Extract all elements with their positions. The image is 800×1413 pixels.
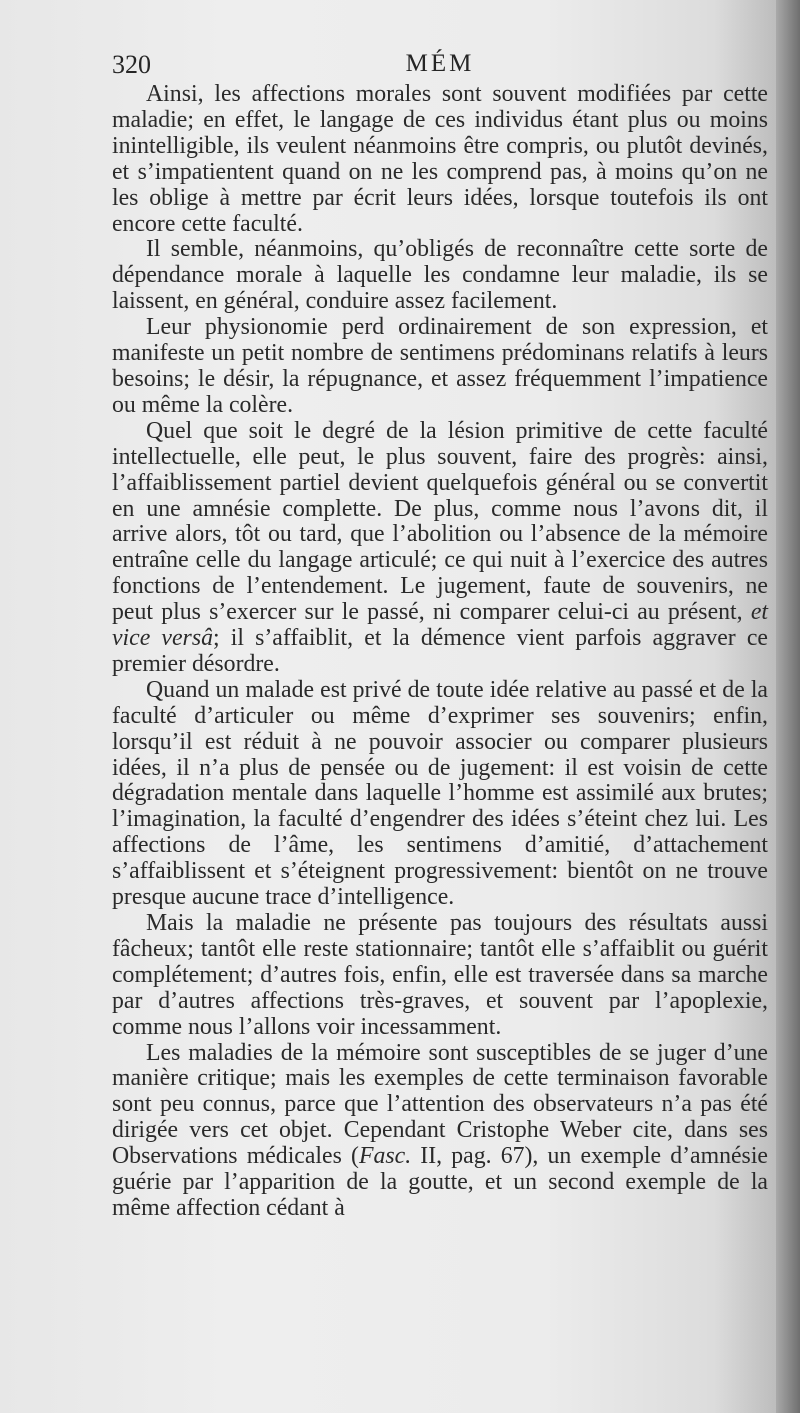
paragraph-2: Il semble, néanmoins, qu’obligés de reconnaître cette sorte de dépendance morale à laquelle les condamne leur maladie, ils se laissent, en général, conduire assez facilement. — [112, 236, 768, 315]
paragraph-4-text-b: ; il s’affaiblit, et la démence vient parfois aggraver ce premier désordre. — [112, 625, 768, 677]
paragraph-3: Leur physionomie perd ordinairement de son expression, et manifeste un petit nombre de sentimens prédominans relatifs à leurs besoins; le désir, la répugnance, et assez fréquemment l’impatience ou même la colère. — [112, 314, 768, 418]
body-text — [112, 82, 768, 1222]
paragraph-7-italic: Fasc. — [358, 1143, 412, 1170]
page-header — [112, 50, 768, 82]
paragraph-4 — [112, 419, 768, 678]
paragraph-5: Quand un malade est privé de toute idée relative au passé et de la faculté d’articuler ou même d’exprimer ses souvenirs; enfin, lorsqu’il est réduit à ne pouvoir associer ou comparer plusieurs idées, il n’a plus de pensée ou de jugement: il est voisin de cette dégradation mentale dans laquelle l’homme est assimilé aux brutes; l’imagination, la faculté d’engendrer des idées s’éteint chez lui. Les affections de l’âme, les sentimens d’amitié, d’attachement s’affaiblissent et s’éteignent progressivement: bientôt on ne trouve presque aucune trace d’intelligence. — [112, 676, 768, 911]
paragraph-7-text-a: Les maladies de la mémoire sont susceptibles de se juger d’une manière critique; mais les exemples de cette terminaison favorable sont peu connus, parce que l’attention des observateurs n’a pas été dirigée vers cet objet. Cependant Cristophe Weber cite, dans ses Observations médicales ( — [112, 1039, 768, 1170]
paragraph-7 — [112, 1041, 768, 1222]
paragraph-6: Mais la maladie ne présente pas toujours des résultats aussi fâcheux; tantôt elle reste stationnaire; tantôt elle s’affaiblit ou guérit complétement; d’autres fois, enfin, elle est traversée dans sa marche par d’autres affections très-graves, et souvent par l’apoplexie, comme nous l’allons voir incessamment. — [112, 910, 768, 1040]
paragraph-7-text-b: II, pag. 67), un exemple d’amnésie guérie par l’apparition de la goutte, et un second exemple de la même affection cédant à — [112, 1143, 768, 1221]
paragraph-4-text-a: Quel que soit le degré de la lésion primitive de cette faculté intellectuelle, elle peut, le plus souvent, faire des progrès: ainsi, l’affaiblissement partiel devient quelquefois général ou se convertit en une amnésie complette. De plus, comme nous l’avons dit, il arrive alors, tôt ou tard, que l’abolition ou l’absence de la mémoire entraîne celle du langage articulé; ce qui nuit à l’exercice des autres fonctions de l’entendement. Le jugement, faute de souvenirs, ne peut plus s’exercer sur le passé, ni comparer celui-ci au présent, — [112, 417, 768, 626]
page-number: 320 — [112, 50, 151, 79]
binding-gutter — [776, 0, 800, 1413]
paragraph-1: Ainsi, les affections morales sont souvent modifiées par cette maladie; en effet, le langage de ces individus étant plus ou moins inintelligible, ils veulent néanmoins être compris, ou plutôt devinés, et s’impatientent quand on ne les comprend pas, à moins qu’on ne les oblige à mettre par écrit leurs idées, lorsque toutefois ils ont encore cette faculté. — [112, 81, 768, 237]
running-title: MÉM — [405, 50, 475, 77]
paragraph-4-italic: et vice versâ — [112, 599, 768, 652]
